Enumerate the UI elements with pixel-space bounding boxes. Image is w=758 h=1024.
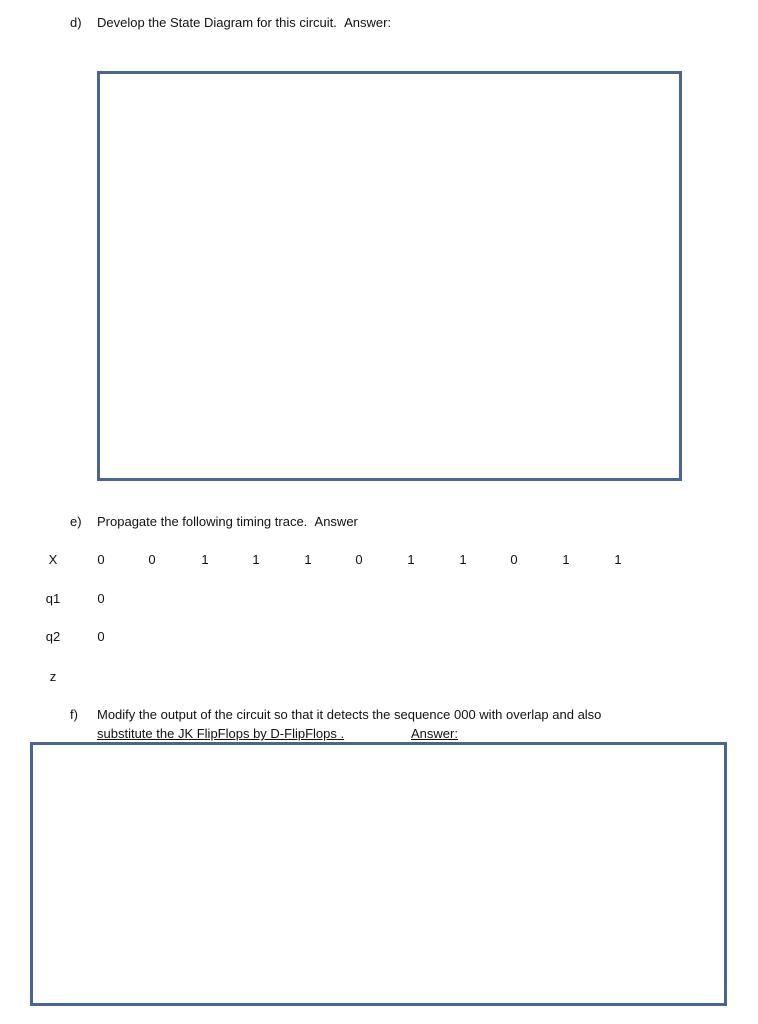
trace-cell: 1 — [562, 552, 570, 567]
state-diagram-answer-box[interactable] — [97, 71, 682, 481]
trace-cell: 0 — [97, 552, 105, 567]
trace-row-label: q2 — [45, 629, 61, 644]
trace-row-label: q1 — [45, 591, 61, 606]
question-e-answer-label: Answer — [314, 514, 358, 529]
question-e-letter: e) — [70, 514, 82, 529]
question-d-prompt: Develop the State Diagram for this circuit. — [97, 15, 337, 30]
question-e-prompt: Propagate the following timing trace. — [97, 514, 308, 529]
question-d-answer-label: Answer: — [344, 15, 392, 30]
trace-cell: 1 — [614, 552, 622, 567]
question-f-letter: f) — [70, 707, 78, 722]
trace-cell: 1 — [407, 552, 415, 567]
question-f-answer-label: Answer: — [411, 726, 458, 741]
trace-cell: 0 — [97, 591, 105, 606]
question-d-text — [97, 15, 391, 30]
trace-cell: 1 — [252, 552, 260, 567]
question-d-letter: d) — [70, 15, 82, 30]
question-f-line1: Modify the output of the circuit so that it detects the sequence 000 with overlap and also — [97, 707, 602, 722]
question-e-text — [97, 514, 358, 529]
trace-cell: 0 — [355, 552, 363, 567]
trace-row-label: z — [49, 669, 57, 684]
trace-cell: 0 — [97, 629, 105, 644]
trace-cell: 0 — [148, 552, 156, 567]
question-f-line2: substitute the JK FlipFlops by D-FlipFlops . — [97, 726, 345, 741]
modification-answer-box[interactable] — [30, 742, 727, 1006]
trace-cell: 1 — [459, 552, 467, 567]
trace-cell: 1 — [304, 552, 312, 567]
trace-row-label: X — [48, 552, 58, 567]
trace-cell: 0 — [510, 552, 518, 567]
trace-cell: 1 — [201, 552, 209, 567]
